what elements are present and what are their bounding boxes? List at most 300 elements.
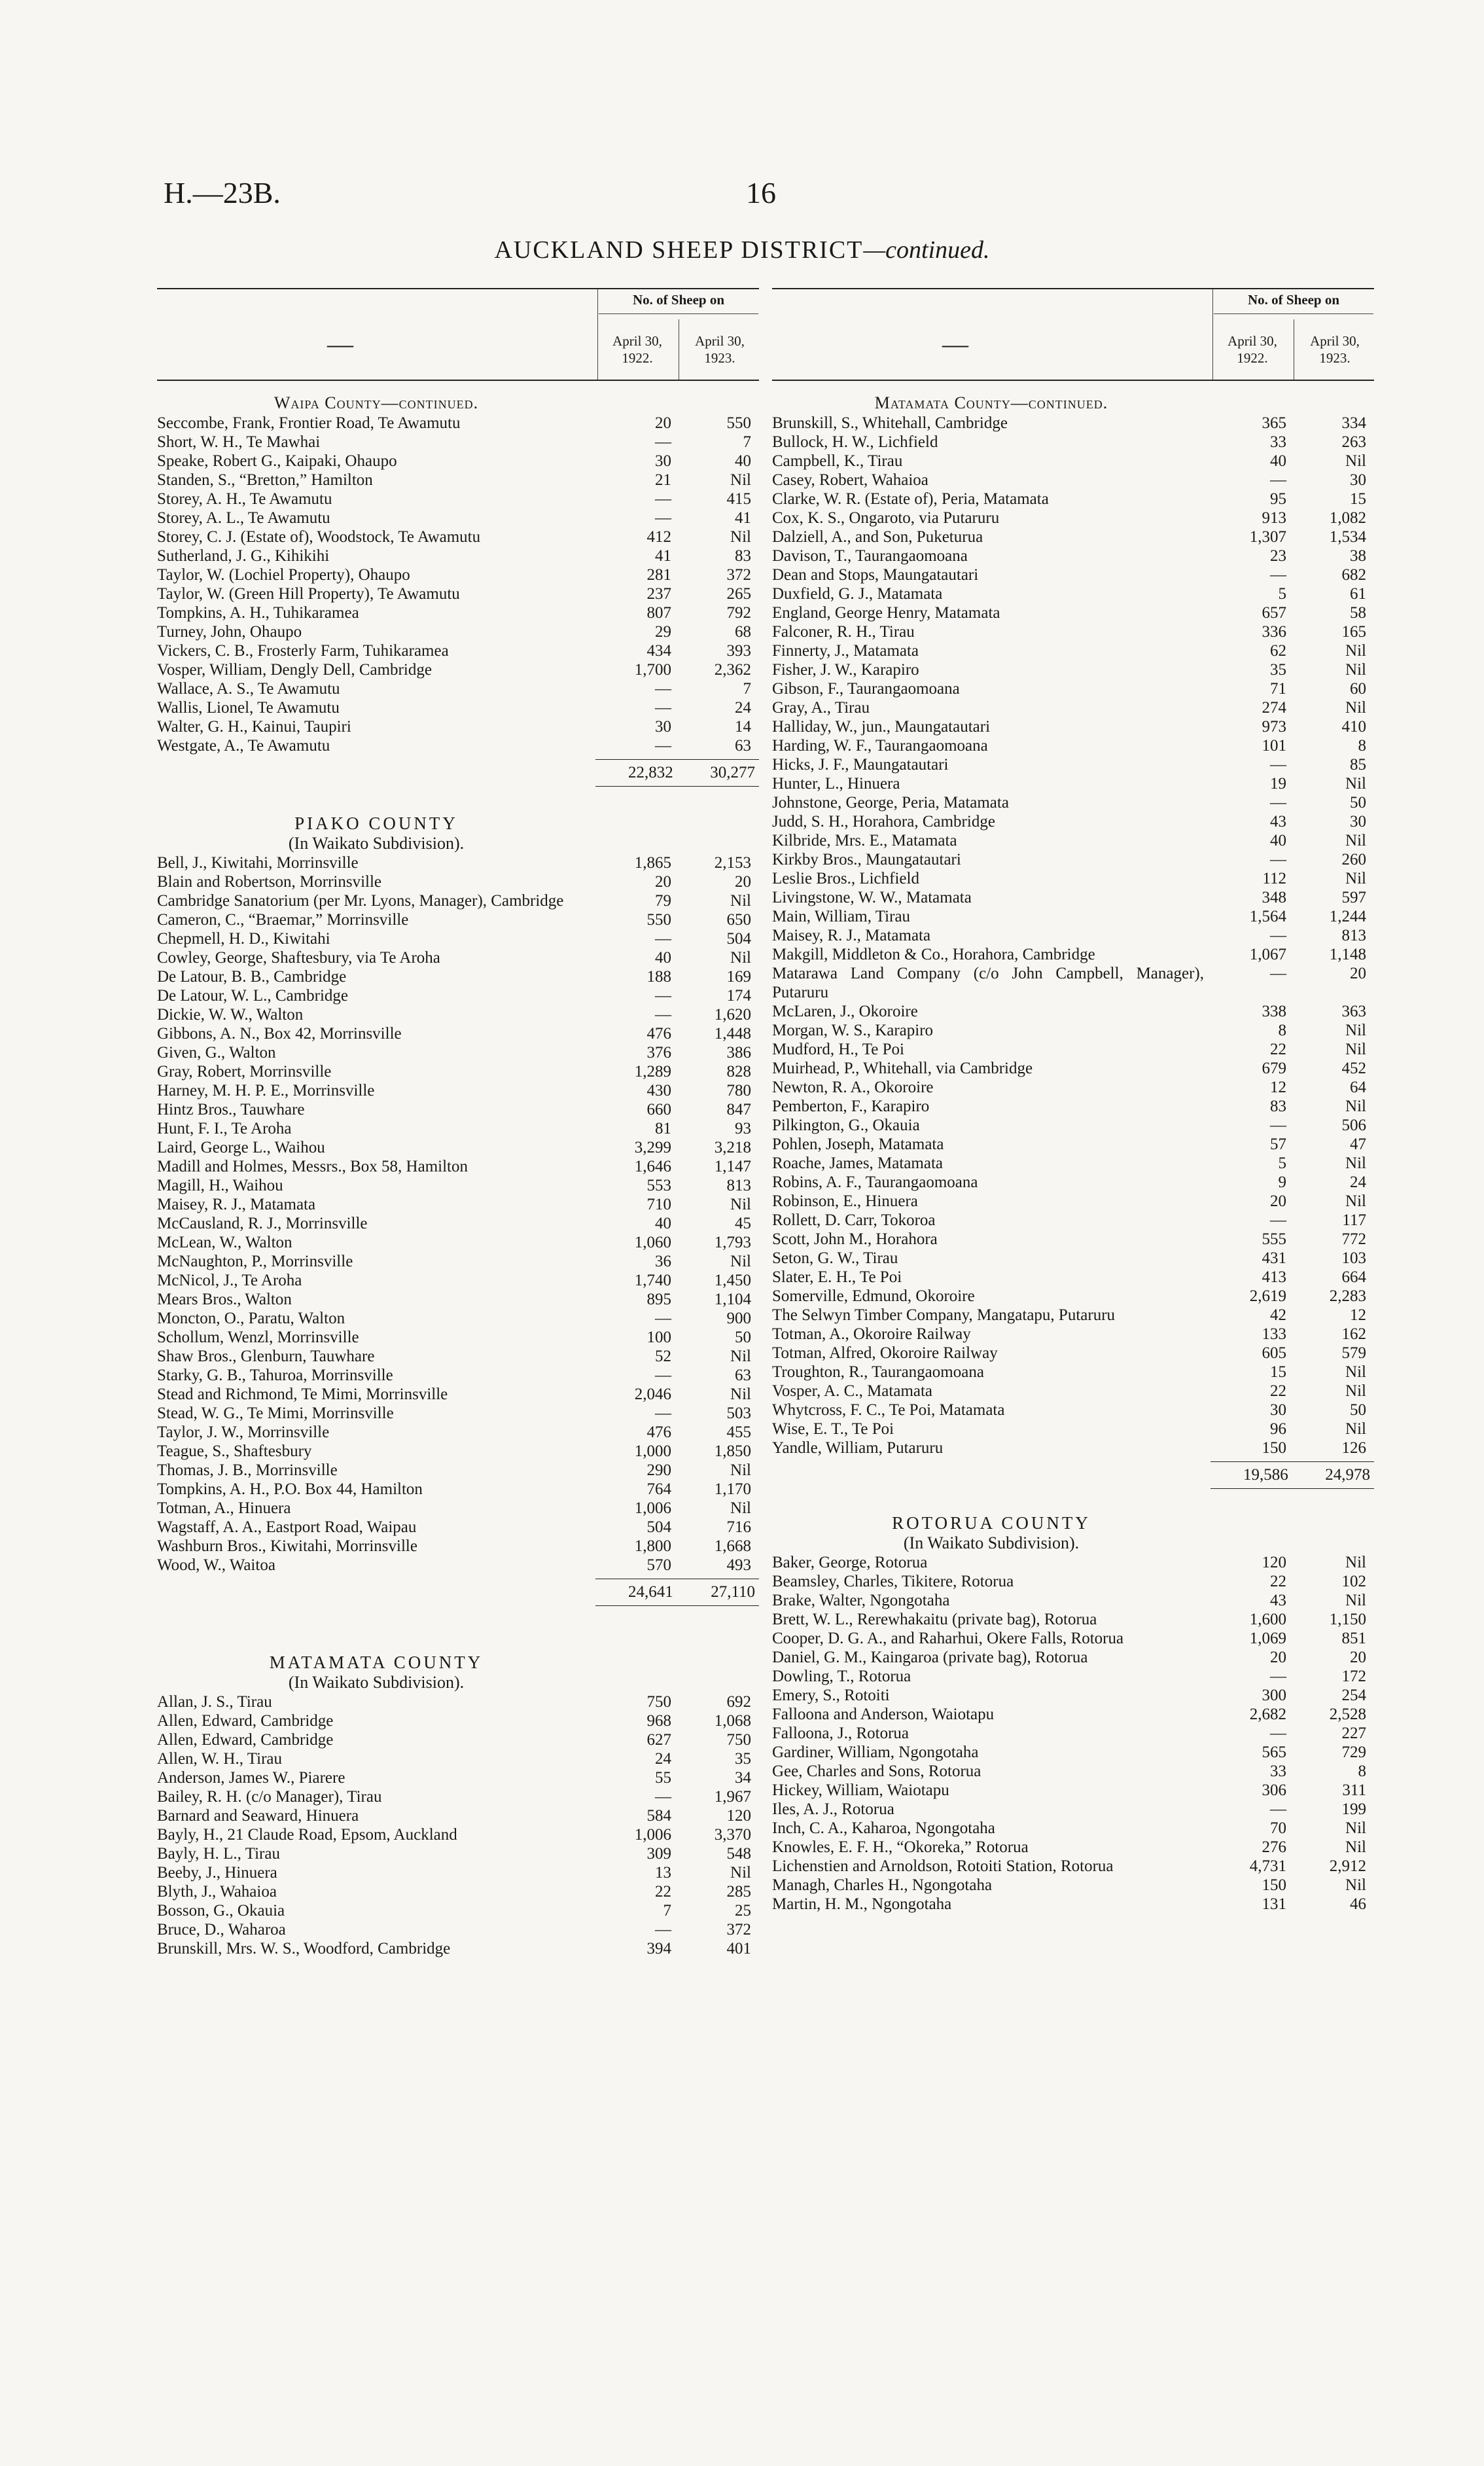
left-column xyxy=(157,288,759,1958)
owner-name: Kirkby Bros., Maungatautari xyxy=(772,851,961,868)
owner-name: Cambridge Sanatorium (per Mr. Lyons, Manager), Cambridge xyxy=(157,892,564,910)
sheep-1923: 2,362 xyxy=(714,661,751,679)
sheep-1922: 1,067 xyxy=(1249,946,1286,963)
sheep-1923: 24 xyxy=(1350,1173,1366,1191)
sheep-1922: — xyxy=(655,1921,671,1939)
table-row xyxy=(157,1347,759,1366)
piako-section xyxy=(157,813,759,1606)
table-row xyxy=(157,546,759,565)
owner-name: Johnstone, George, Peria, Matamata xyxy=(772,794,1009,812)
sheep-1923: 828 xyxy=(726,1063,751,1081)
sheep-1922: 309 xyxy=(646,1845,671,1863)
owner-name: Inch, C. A., Kaharoa, Ngongotaha xyxy=(772,1819,995,1837)
table-row xyxy=(772,1363,1374,1382)
district-title-text: AUCKLAND SHEEP DISTRICT xyxy=(494,236,864,264)
sheep-1923: 372 xyxy=(726,1921,751,1939)
owner-name: Stead and Richmond, Te Mimi, Morrinsville xyxy=(157,1385,448,1403)
owner-name: Whytcross, F. C., Te Poi, Matamata xyxy=(772,1401,1005,1419)
owner-name: Walter, G. H., Kainui, Taupiri xyxy=(157,718,351,736)
owner-name: Main, William, Tirau xyxy=(772,908,911,925)
sheep-1923: Nil xyxy=(1345,870,1366,887)
owner-name: Brunskill, Mrs. W. S., Woodford, Cambridge xyxy=(157,1940,451,1957)
sheep-1923: Nil xyxy=(730,471,751,489)
owner-name: Seton, G. W., Tirau xyxy=(772,1249,898,1267)
owner-name: Thomas, J. B., Morrinsville xyxy=(157,1461,338,1479)
total-1922: 19,586 xyxy=(1210,1461,1292,1489)
owner-name: Troughton, R., Taurangaomoana xyxy=(772,1363,984,1381)
header-year-1923: April 30, 1923. xyxy=(1310,333,1360,366)
sheep-1923: 1,668 xyxy=(714,1537,751,1555)
owner-name: Washburn Bros., Kiwitahi, Morrinsville xyxy=(157,1537,417,1555)
sheep-1922: 120 xyxy=(1262,1554,1286,1571)
table-row xyxy=(157,509,759,527)
owner-name: Wagstaff, A. A., Eastport Road, Waipau xyxy=(157,1518,417,1536)
sheep-1922: 21 xyxy=(655,471,671,489)
rotorua-section xyxy=(772,1512,1374,1914)
owner-name: Dowling, T., Rotorua xyxy=(772,1668,911,1685)
sheep-1922: — xyxy=(1270,1211,1286,1229)
table-row xyxy=(772,1591,1374,1610)
table-row xyxy=(157,1692,759,1711)
sheep-1923: 8 xyxy=(1358,1762,1366,1780)
owner-name: Martin, H. M., Ngongotaha xyxy=(772,1895,952,1913)
table-row xyxy=(157,1195,759,1214)
sheep-1922: 281 xyxy=(646,566,671,584)
table-row xyxy=(157,910,759,929)
owner-name: Falloona and Anderson, Waiotapu xyxy=(772,1706,995,1723)
sheep-1922: 188 xyxy=(646,968,671,986)
sheep-1922: 764 xyxy=(646,1480,671,1498)
owner-name: Fisher, J. W., Karapiro xyxy=(772,661,919,679)
sheep-1922: — xyxy=(655,1310,671,1327)
sheep-1923: 550 xyxy=(726,414,751,432)
sheep-1922: 20 xyxy=(1270,1192,1286,1210)
sheep-1923: 162 xyxy=(1341,1325,1366,1343)
sheep-1922: 52 xyxy=(655,1348,671,1365)
owner-name: Davison, T., Taurangaomoana xyxy=(772,547,968,565)
table-row xyxy=(157,1711,759,1730)
sheep-1922: — xyxy=(1270,794,1286,812)
sheep-1923: 415 xyxy=(726,490,751,508)
owner-name: McLaren, J., Okoroire xyxy=(772,1003,918,1020)
table-row xyxy=(157,1920,759,1939)
sheep-1922: 1,646 xyxy=(634,1158,671,1175)
sheep-1922: — xyxy=(1270,1668,1286,1685)
sheep-1922: — xyxy=(655,1367,671,1384)
sheep-1923: 3,370 xyxy=(714,1826,751,1844)
sheep-1922: 9 xyxy=(1278,1173,1286,1191)
owner-name: De Latour, W. L., Cambridge xyxy=(157,987,348,1005)
sheep-1922: 657 xyxy=(1262,604,1286,622)
owner-name: Lichenstien and Arnoldson, Rotoiti Station, Rotorua xyxy=(772,1857,1114,1875)
sheep-1922: 22 xyxy=(1270,1573,1286,1590)
table-row xyxy=(157,1556,759,1575)
table-row xyxy=(772,1420,1374,1438)
sheep-1922: 83 xyxy=(1270,1098,1286,1115)
table-row xyxy=(772,1021,1374,1040)
header-year-1923: April 30, 1923. xyxy=(695,333,745,366)
sheep-1923: 792 xyxy=(726,604,751,622)
totals-spacer xyxy=(157,759,595,787)
table-row xyxy=(772,1743,1374,1762)
table-row xyxy=(772,717,1374,736)
sheep-1923: 83 xyxy=(735,547,751,565)
sheep-1923: 455 xyxy=(726,1423,751,1441)
sheep-1923: 126 xyxy=(1341,1439,1366,1457)
sheep-1923: 851 xyxy=(1341,1630,1366,1647)
table-row xyxy=(157,1043,759,1062)
sheep-1922: 36 xyxy=(655,1253,671,1270)
owner-name: Given, G., Walton xyxy=(157,1044,276,1062)
table-row xyxy=(772,1325,1374,1344)
owner-name: Matarawa Land Company (c/o John Campbell, Manager), Putaruru xyxy=(772,965,1204,1001)
table-row xyxy=(157,414,759,433)
sheep-1923: 265 xyxy=(726,585,751,603)
table-row xyxy=(157,1404,759,1423)
sheep-1922: 30 xyxy=(655,452,671,470)
sheep-1922: — xyxy=(655,680,671,698)
owner-name: Brake, Walter, Ngongotaha xyxy=(772,1592,950,1609)
sheep-1922: 81 xyxy=(655,1120,671,1137)
sheep-1923: 363 xyxy=(1341,1003,1366,1020)
owner-name: Shaw Bros., Glenburn, Tauwhare xyxy=(157,1348,375,1365)
owner-name: Harney, M. H. P. E., Morrinsville xyxy=(157,1082,375,1099)
sheep-1922: — xyxy=(655,987,671,1005)
sheep-1923: 716 xyxy=(726,1518,751,1536)
owner-name: Iles, A. J., Rotorua xyxy=(772,1800,894,1818)
sheep-1922: 565 xyxy=(1262,1743,1286,1761)
sheep-1923: Nil xyxy=(730,1461,751,1479)
table-row xyxy=(772,490,1374,509)
table-row xyxy=(772,622,1374,641)
sheep-1923: 58 xyxy=(1350,604,1366,622)
table-row xyxy=(772,1116,1374,1135)
table-row xyxy=(772,1173,1374,1192)
sheep-1923: 2,153 xyxy=(714,854,751,872)
sheep-1922: 40 xyxy=(655,1215,671,1232)
sheep-1923: Nil xyxy=(1345,642,1366,660)
sheep-1922: 79 xyxy=(655,892,671,910)
sheep-1923: 20 xyxy=(1350,965,1366,982)
owner-name: Campbell, K., Tirau xyxy=(772,452,903,470)
owner-name: McCausland, R. J., Morrinsville xyxy=(157,1215,368,1232)
sheep-1923: Nil xyxy=(730,528,751,546)
owner-name: Mudford, H., Te Poi xyxy=(772,1041,904,1058)
sheep-1922: 55 xyxy=(655,1769,671,1787)
page-number: 16 xyxy=(746,176,776,209)
sheep-1923: 227 xyxy=(1341,1724,1366,1742)
waipa-title: Waipa County—continued. xyxy=(274,393,479,412)
owner-name: Makgill, Middleton & Co., Horahora, Cambridge xyxy=(772,946,1095,963)
sheep-1923: 813 xyxy=(726,1177,751,1194)
owner-name: Standen, S., “Bretton,” Hamilton xyxy=(157,471,373,489)
sheep-1922: 41 xyxy=(655,547,671,565)
owner-name: Totman, A., Okoroire Railway xyxy=(772,1325,971,1343)
rotorua-title: ROTORUA COUNTY xyxy=(892,1513,1091,1533)
owner-name: Hintz Bros., Tauwhare xyxy=(157,1101,305,1118)
table-row xyxy=(772,1781,1374,1800)
owner-name: Bayly, H. L., Tirau xyxy=(157,1845,280,1863)
sheep-1922: 43 xyxy=(1270,1592,1286,1609)
waipa-totals xyxy=(157,759,759,787)
owner-name: Hickey, William, Waiotapu xyxy=(772,1781,949,1799)
sheep-1922: 40 xyxy=(1270,832,1286,849)
owner-name: Roache, James, Matamata xyxy=(772,1154,944,1172)
table-row xyxy=(157,1119,759,1138)
table-row xyxy=(157,1252,759,1271)
sheep-1922: 710 xyxy=(646,1196,671,1213)
owner-name: Turney, John, Ohaupo xyxy=(157,623,302,641)
sheep-1923: 579 xyxy=(1341,1344,1366,1362)
owner-name: Knowles, E. F. H., “Okoreka,” Rotorua xyxy=(772,1838,1029,1856)
sheep-1922: — xyxy=(655,1404,671,1422)
table-row xyxy=(157,1233,759,1252)
sheep-1922: — xyxy=(655,509,671,527)
sheep-1923: Nil xyxy=(1345,1420,1366,1438)
sheep-1923: 2,912 xyxy=(1329,1857,1366,1875)
table-row xyxy=(772,1857,1374,1876)
owner-name: Taylor, J. W., Morrinsville xyxy=(157,1423,330,1441)
sheep-1923: 169 xyxy=(726,968,751,986)
sheep-1922: 15 xyxy=(1270,1363,1286,1381)
sheep-1922: 1,865 xyxy=(634,854,671,872)
table-row xyxy=(772,1838,1374,1857)
sheep-1922: 807 xyxy=(646,604,671,622)
owner-name: Storey, C. J. (Estate of), Woodstock, Te Awamutu xyxy=(157,528,481,546)
table-row xyxy=(772,471,1374,490)
sheep-1922: 237 xyxy=(646,585,671,603)
sheep-1922: 338 xyxy=(1262,1003,1286,1020)
owner-name: Bosson, G., Okauia xyxy=(157,1902,285,1920)
sheep-1923: 410 xyxy=(1341,718,1366,736)
sheep-1923: 7 xyxy=(743,433,751,451)
sheep-1923: 750 xyxy=(726,1731,751,1749)
table-row xyxy=(157,1290,759,1309)
sheep-1923: 664 xyxy=(1341,1268,1366,1286)
sheep-1923: 1,148 xyxy=(1329,946,1366,963)
sheep-1922: 40 xyxy=(655,949,671,967)
sheep-1923: 24 xyxy=(735,699,751,717)
owner-name: Brunskill, S., Whitehall, Cambridge xyxy=(772,414,1008,432)
sheep-1922: 7 xyxy=(663,1902,671,1920)
table-row xyxy=(157,1214,759,1233)
owner-name: Stead, W. G., Te Mimi, Morrinsville xyxy=(157,1404,394,1422)
table-row xyxy=(157,622,759,641)
right-column xyxy=(772,288,1374,1914)
table-row xyxy=(157,1385,759,1404)
sheep-1922: 101 xyxy=(1262,737,1286,755)
sheep-1923: Nil xyxy=(1345,661,1366,679)
table-row xyxy=(157,1309,759,1328)
sheep-1923: Nil xyxy=(1345,775,1366,793)
table-row xyxy=(772,603,1374,622)
sheep-1922: 413 xyxy=(1262,1268,1286,1286)
sheep-1922: 1,800 xyxy=(634,1537,671,1555)
table-row xyxy=(772,1762,1374,1781)
sheep-1923: 1,244 xyxy=(1329,908,1366,925)
owner-name: Wood, W., Waitoa xyxy=(157,1556,275,1574)
table-row xyxy=(772,1154,1374,1173)
sheep-1923: Nil xyxy=(730,949,751,967)
owner-name: Bullock, H. W., Lichfield xyxy=(772,433,938,451)
total-1922: 22,832 xyxy=(595,759,677,787)
owner-name: Seccombe, Frank, Frontier Road, Te Awamutu xyxy=(157,414,461,432)
table-row xyxy=(772,755,1374,774)
owner-name: Morgan, W. S., Karapiro xyxy=(772,1022,934,1039)
sheep-1923: 1,104 xyxy=(714,1291,751,1308)
sheep-1923: 772 xyxy=(1341,1230,1366,1248)
piako-totals xyxy=(157,1579,759,1606)
sheep-1923: 311 xyxy=(1342,1781,1366,1799)
table-row xyxy=(772,1382,1374,1401)
table-row xyxy=(157,736,759,755)
table-row xyxy=(772,1819,1374,1838)
table-header-left xyxy=(157,288,759,381)
table-row xyxy=(157,1138,759,1157)
owner-name: Hicks, J. F., Maungatautari xyxy=(772,756,949,774)
owner-name: Taylor, W. (Lochiel Property), Ohaupo xyxy=(157,566,410,584)
table-row xyxy=(772,584,1374,603)
sheep-1923: 372 xyxy=(726,566,751,584)
sheep-1922: 660 xyxy=(646,1101,671,1118)
sheep-1922: 5 xyxy=(1278,1154,1286,1172)
sheep-1922: 20 xyxy=(1270,1649,1286,1666)
waipa-section xyxy=(157,393,759,787)
sheep-1923: 503 xyxy=(726,1404,751,1422)
sheep-1922: 300 xyxy=(1262,1687,1286,1704)
owner-name: Finnerty, J., Matamata xyxy=(772,642,919,660)
header-group-label: No. of Sheep on xyxy=(599,292,758,314)
sheep-1922: 43 xyxy=(1270,813,1286,831)
table-row xyxy=(157,433,759,452)
sheep-1922: 679 xyxy=(1262,1060,1286,1077)
sheep-1923: 30 xyxy=(1350,813,1366,831)
sheep-1923: Nil xyxy=(1345,1876,1366,1894)
sheep-1922: — xyxy=(655,433,671,451)
table-row xyxy=(772,1724,1374,1743)
district-title xyxy=(0,236,1484,264)
owner-name: Cooper, D. G. A., and Raharhui, Okere Falls, Rotorua xyxy=(772,1630,1124,1647)
sheep-1922: 276 xyxy=(1262,1838,1286,1856)
owner-name: Totman, A., Hinuera xyxy=(157,1499,291,1517)
sheep-1923: Nil xyxy=(730,1499,751,1517)
sheep-1923: 493 xyxy=(726,1556,751,1574)
sheep-1923: 50 xyxy=(1350,1401,1366,1419)
sheep-1923: 2,283 xyxy=(1329,1287,1366,1305)
sheep-1923: 60 xyxy=(1350,680,1366,698)
total-1923: 27,110 xyxy=(677,1579,759,1606)
total-1923: 24,978 xyxy=(1292,1461,1374,1489)
table-row xyxy=(772,509,1374,527)
piako-title: PIAKO COUNTY xyxy=(294,813,458,833)
table-row xyxy=(772,1401,1374,1420)
table-row xyxy=(157,1844,759,1863)
table-row xyxy=(772,1610,1374,1629)
sheep-1923: 117 xyxy=(1342,1211,1366,1229)
sheep-1923: Nil xyxy=(730,1196,751,1213)
sheep-1923: 102 xyxy=(1341,1573,1366,1590)
document-reference: H.—23B. xyxy=(164,176,281,209)
owner-name: Emery, S., Rotoiti xyxy=(772,1687,890,1704)
page-header xyxy=(0,175,1484,215)
sheep-1923: 263 xyxy=(1341,433,1366,451)
owner-name: Halliday, W., jun., Maungatautari xyxy=(772,718,991,736)
table-row xyxy=(157,1423,759,1442)
sheep-1922: 22 xyxy=(655,1883,671,1901)
sheep-1923: Nil xyxy=(1345,832,1366,849)
table-row xyxy=(772,1667,1374,1686)
owner-name: England, George Henry, Matamata xyxy=(772,604,1000,622)
sheep-1922: 434 xyxy=(646,642,671,660)
sheep-1923: 260 xyxy=(1341,851,1366,868)
sheep-1922: 365 xyxy=(1262,414,1286,432)
table-row xyxy=(157,565,759,584)
table-row xyxy=(157,1024,759,1043)
table-row xyxy=(157,872,759,891)
sheep-1922: 112 xyxy=(1262,870,1286,887)
table-row xyxy=(772,1135,1374,1154)
table-row xyxy=(772,679,1374,698)
owner-name: Harding, W. F., Taurangaomoana xyxy=(772,737,988,755)
sheep-1923: 40 xyxy=(735,452,751,470)
sheep-1923: 847 xyxy=(726,1101,751,1118)
owner-name: Cameron, C., “Braemar,” Morrinsville xyxy=(157,911,409,929)
table-row xyxy=(772,964,1374,1002)
sheep-1922: — xyxy=(655,1788,671,1806)
table-row xyxy=(157,967,759,986)
table-row xyxy=(772,1800,1374,1819)
table-row xyxy=(157,853,759,872)
sheep-1922: 504 xyxy=(646,1518,671,1536)
sheep-1922: 1,060 xyxy=(634,1234,671,1251)
table-row xyxy=(772,1553,1374,1572)
table-row xyxy=(157,1366,759,1385)
sheep-1922: 1,006 xyxy=(634,1826,671,1844)
owner-name: Judd, S. H., Horahora, Cambridge xyxy=(772,813,995,831)
sheep-1922: 35 xyxy=(1270,661,1286,679)
sheep-1922: 131 xyxy=(1262,1895,1286,1913)
owner-name: Hunt, F. I., Te Aroha xyxy=(157,1120,292,1137)
owner-name: Wallis, Lionel, Te Awamutu xyxy=(157,699,340,717)
table-row xyxy=(772,945,1374,964)
owner-name: Cox, K. S., Ongaroto, via Putaruru xyxy=(772,509,1000,527)
sheep-1923: 20 xyxy=(735,873,751,891)
sheep-1922: 30 xyxy=(655,718,671,736)
table-row xyxy=(772,1249,1374,1268)
sheep-1922: 2,682 xyxy=(1249,1706,1286,1723)
sheep-1923: 34 xyxy=(735,1769,751,1787)
totals-spacer xyxy=(772,1461,1210,1489)
owner-name: Chepmell, H. D., Kiwitahi xyxy=(157,930,330,948)
table-row xyxy=(772,1572,1374,1591)
table-row xyxy=(157,1939,759,1958)
table-row xyxy=(772,1230,1374,1249)
sheep-1923: 386 xyxy=(726,1044,751,1062)
owner-name: Speake, Robert G., Kaipaki, Ohaupo xyxy=(157,452,397,470)
owner-name: Laird, George L., Waihou xyxy=(157,1139,325,1156)
sheep-1923: Nil xyxy=(1345,1022,1366,1039)
sheep-1923: 93 xyxy=(735,1120,751,1137)
sheep-1922: — xyxy=(1270,756,1286,774)
owner-name: Newton, R. A., Okoroire xyxy=(772,1079,934,1096)
owner-name: Rollett, D. Carr, Tokoroa xyxy=(772,1211,936,1229)
table-row xyxy=(772,831,1374,850)
sheep-1922: 95 xyxy=(1270,490,1286,508)
sheep-1922: — xyxy=(655,699,671,717)
table-row xyxy=(157,1730,759,1749)
table-row xyxy=(772,565,1374,584)
sheep-1922: 150 xyxy=(1262,1439,1286,1457)
